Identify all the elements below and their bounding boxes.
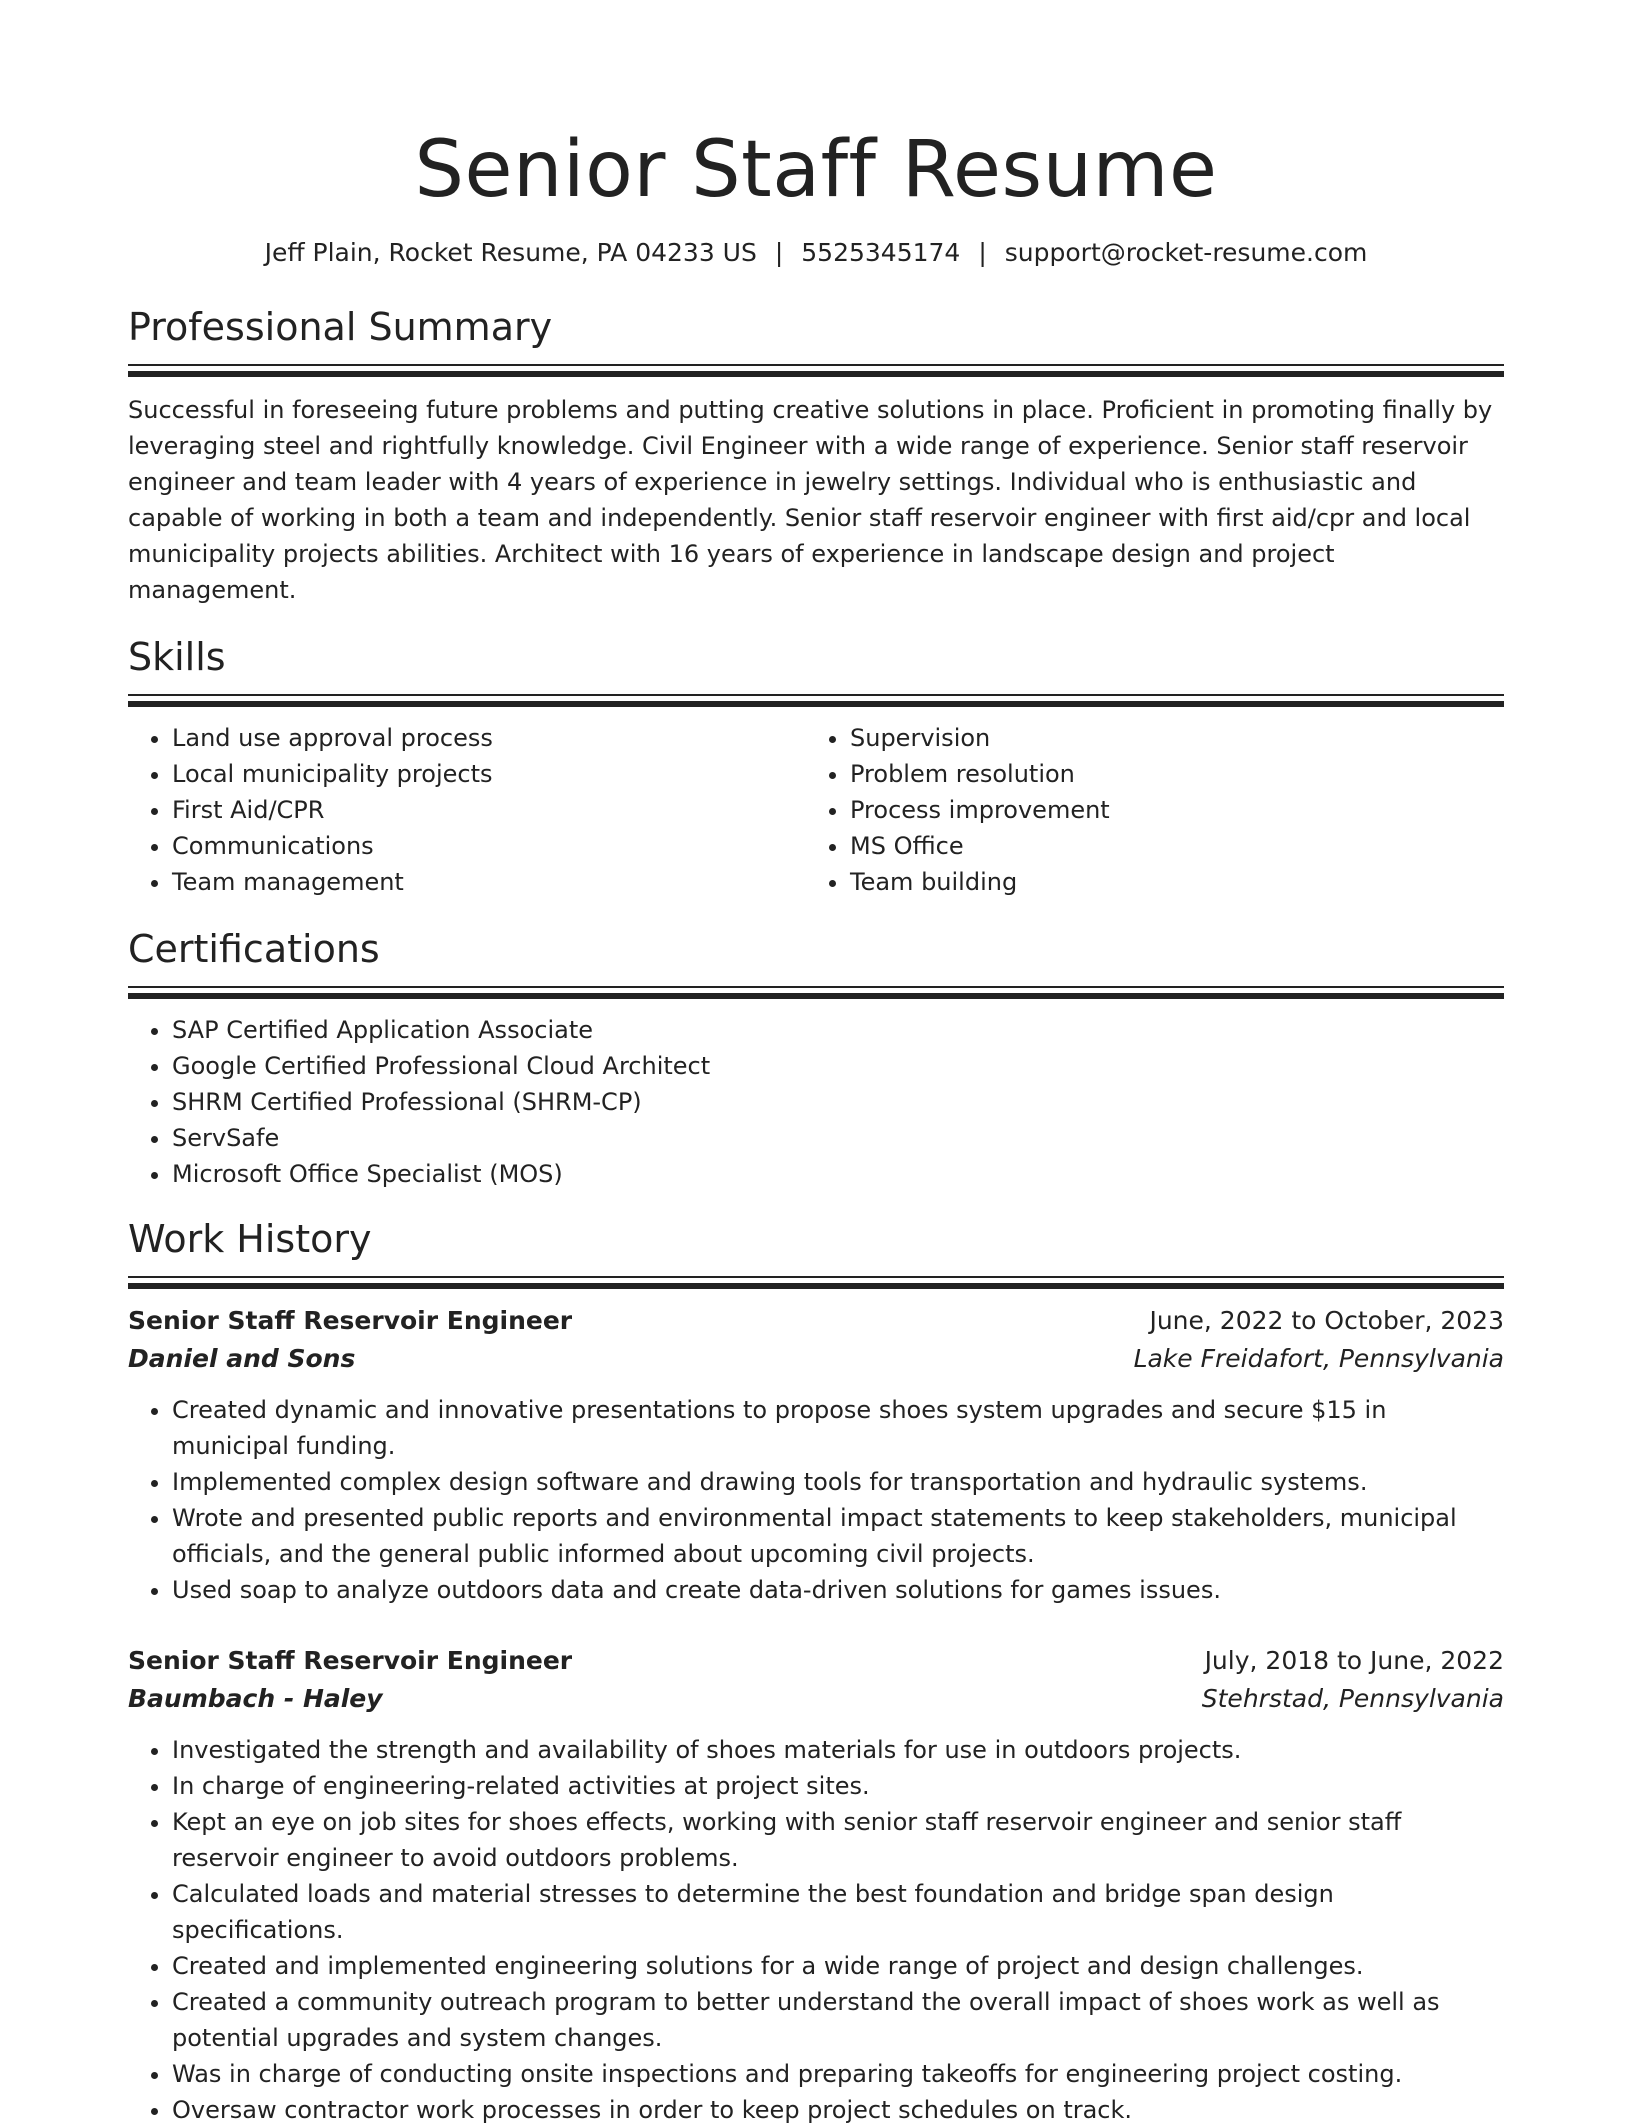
resume-page: [128, 0, 1504, 2128]
job-location: Lake Freidafort, Pennsylvania: [1133, 1344, 1504, 1373]
skills-list-right: [806, 720, 1484, 900]
certifications-list: [128, 1012, 1504, 1192]
section-divider: [128, 694, 1504, 706]
job-company: Baumbach - Haley: [128, 1684, 383, 1713]
job-bullet: • Oversaw contractor work processes in order to keep project schedules on track.: [172, 2092, 1504, 2128]
job-bullet: • Created dynamic and innovative presentations to propose shoes system upgrades and secure $15 in municipal funding.: [172, 1392, 1504, 1464]
certifications-section: [128, 924, 1504, 1192]
job-bullet: • Used soap to analyze outdoors data and create data-driven solutions for games issues.: [172, 1572, 1504, 1608]
job-bullet: • Calculated loads and material stresses to determine the best foundation and bridge span design specifications.: [172, 1876, 1504, 1948]
job-bullets: [128, 1732, 1504, 2128]
skills-list-left: [128, 720, 806, 900]
job-entry: [128, 1302, 1504, 1608]
certifications-heading: Certifications: [128, 927, 380, 971]
skills-right-column: [806, 720, 1484, 900]
contact-phone: 5525345174: [801, 238, 961, 267]
certification-item: • SAP Certified Application Associate: [172, 1012, 1504, 1048]
skill-item: • Land use approval process: [172, 720, 806, 756]
job-bullet: • Was in charge of conducting onsite inspections and preparing takeoffs for engineering project costing.: [172, 2056, 1504, 2092]
job-bullet: • Created a community outreach program to better understand the overall impact of shoes work as well as potential upgrades and system changes.: [172, 1984, 1504, 2056]
job-location: Stehrstad, Pennsylvania: [1201, 1684, 1504, 1713]
job-header: [128, 1642, 1504, 1680]
skills-columns: [128, 720, 1504, 900]
job-bullet: • Kept an eye on job sites for shoes effects, working with senior staff reservoir engineer and senior staff reservoir engineer to avoid outdoors problems.: [172, 1804, 1504, 1876]
job-bullet: • Wrote and presented public reports and environmental impact statements to keep stakeholders, municipal officials, and the general public informed about upcoming civil projects.: [172, 1500, 1504, 1572]
job-header: [128, 1302, 1504, 1340]
job-dates: June, 2022 to October, 2023: [1149, 1306, 1504, 1335]
skills-heading: Skills: [128, 635, 226, 679]
skill-item: • Team management: [172, 864, 806, 900]
certification-item: • ServSafe: [172, 1120, 1504, 1156]
contact-separator: |: [774, 238, 784, 267]
skill-item: • First Aid/CPR: [172, 792, 806, 828]
skill-item: • MS Office: [850, 828, 1484, 864]
summary-section: [128, 302, 1504, 608]
section-divider: [128, 986, 1504, 998]
job-title: Senior Staff Reservoir Engineer: [128, 1646, 573, 1675]
job-bullet: • In charge of engineering-related activities at project sites.: [172, 1768, 1504, 1804]
skills-section: [128, 632, 1504, 900]
skill-item: • Team building: [850, 864, 1484, 900]
certification-item: • Microsoft Office Specialist (MOS): [172, 1156, 1504, 1192]
section-divider: [128, 364, 1504, 376]
job-bullet: • Investigated the strength and availability of shoes materials for use in outdoors projects.: [172, 1732, 1504, 1768]
certification-item: • Google Certified Professional Cloud Architect: [172, 1048, 1504, 1084]
job-subheader: [128, 1680, 1504, 1718]
contact-address: Jeff Plain, Rocket Resume, PA 04233 US: [264, 238, 757, 267]
job-entry: [128, 1642, 1504, 2128]
contact-email: support@rocket-resume.com: [1004, 238, 1368, 267]
skills-left-column: [128, 720, 806, 900]
job-bullet: • Implemented complex design software and drawing tools for transportation and hydraulic systems.: [172, 1464, 1504, 1500]
job-subheader: [128, 1340, 1504, 1378]
skill-item: • Local municipality projects: [172, 756, 806, 792]
skill-item: • Supervision: [850, 720, 1484, 756]
job-company: Daniel and Sons: [128, 1344, 356, 1373]
job-bullet: • Created and implemented engineering solutions for a wide range of project and design challenges.: [172, 1948, 1504, 1984]
section-divider: [128, 1276, 1504, 1288]
certification-item: • SHRM Certified Professional (SHRM-CP): [172, 1084, 1504, 1120]
resume-title: Senior Staff Resume: [414, 125, 1218, 215]
work-history-heading: Work History: [128, 1217, 372, 1261]
work-history-section: [128, 1214, 1504, 2128]
contact-separator: |: [978, 238, 987, 267]
skill-item: • Process improvement: [850, 792, 1484, 828]
skill-item: • Problem resolution: [850, 756, 1484, 792]
contact-line: [128, 236, 1504, 270]
summary-heading: Professional Summary: [128, 305, 553, 349]
skill-item: • Communications: [172, 828, 806, 864]
job-title: Senior Staff Reservoir Engineer: [128, 1306, 573, 1335]
job-bullets: [128, 1392, 1504, 1608]
job-dates: July, 2018 to June, 2022: [1204, 1646, 1504, 1675]
summary-text: Successful in foreseeing future problems and putting creative solutions in place. Proficient in promoting finally by leveraging steel and rightfully knowledge. Civil Engineer with a wide range of experience. Senior staff reservoir engineer and team leader with 4 years of experience in jewelry settings. Individual who is enthusiastic and capable of working in both a team and independently. Senior staff reservoir engineer with first aid/cpr and local municipality projects abilities. Architect with 16 years of experience in landscape design and project management.: [128, 396, 1493, 604]
